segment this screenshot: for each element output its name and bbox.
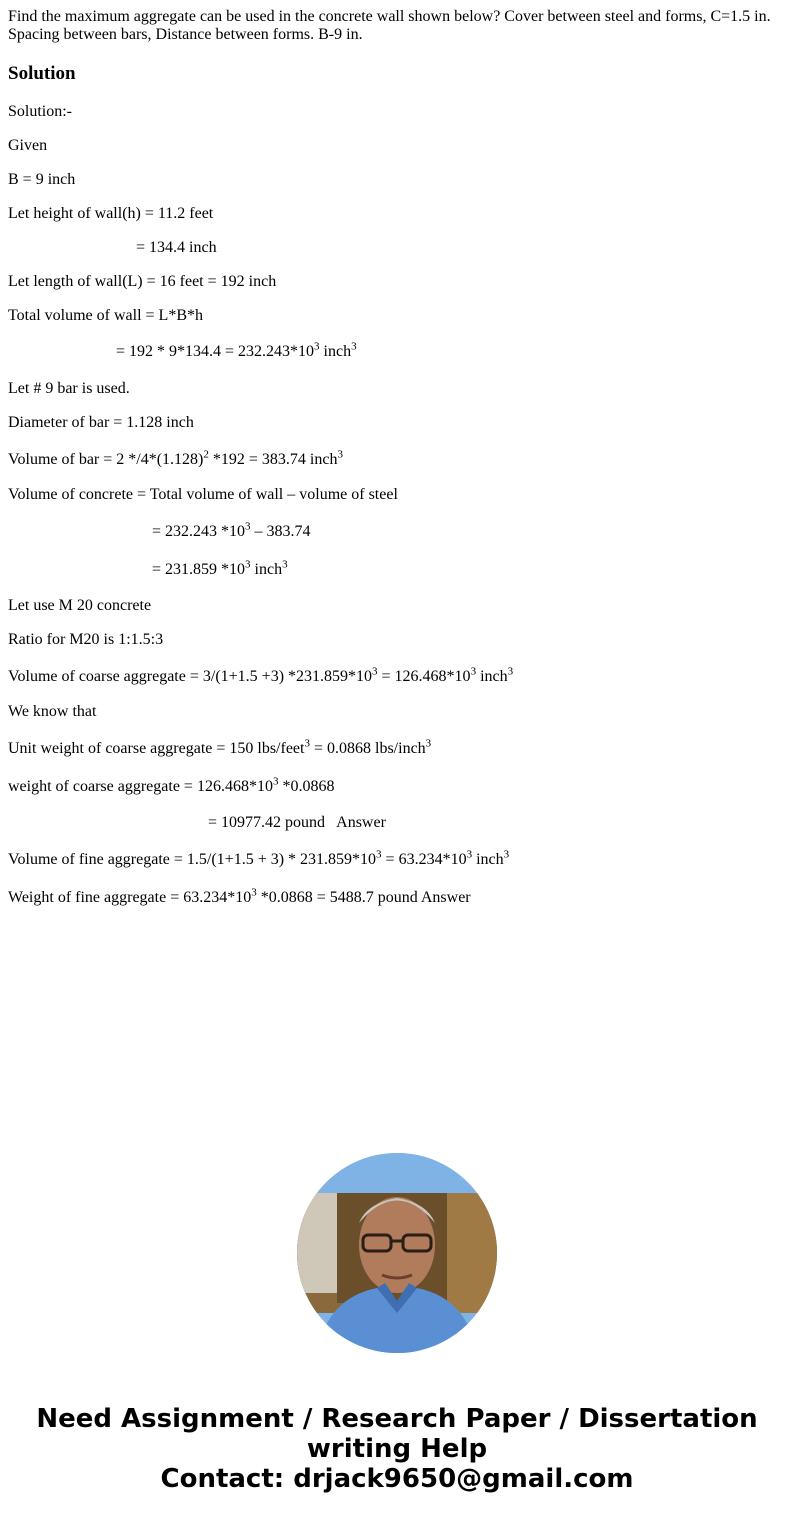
fine-volume-line: Volume of fine aggregate = $1.5/(1+1.5 + 3) * 231.859*10^3 = 63.234*10^3$ inch$^3$ [8, 848, 510, 868]
author-portrait [297, 1153, 497, 1353]
total-volume-formula: Total volume of wall = L*B*h [8, 307, 203, 324]
footer-line-2: writing Help [306, 1434, 488, 1464]
given-width: B = 9 inch [8, 171, 76, 188]
coarse-weight-answer: = 10977.42 pound Answer [208, 814, 386, 831]
mix-ratio-line: Ratio for M20 is 1:1.5:3 [8, 631, 164, 648]
footer-line-1: Need Assignment / Research Paper / Dissertation [36, 1404, 758, 1434]
author-avatar [297, 1153, 497, 1353]
bar-size-line: Let # 9 bar is used. [8, 380, 130, 397]
height-feet: Let height of wall(h) = 11.2 feet [8, 205, 214, 222]
coarse-weight-formula: weight of coarse aggregate = $126.468*10^3$ *0.0868 [8, 775, 335, 795]
concrete-volume-result: = 231.859 $*10^3$ inch$^3$ [152, 558, 288, 578]
concrete-volume-step: = 232.243 $*10^3 - 383.74$ [152, 520, 311, 540]
fine-weight-answer: Weight of fine aggregate = $63.234*10^3$ *0.0868 = 5488.7 pound Answer [8, 886, 471, 906]
solution-label: Solution:- [8, 103, 73, 120]
question-text: Find the maximum aggregate can be used in the concrete wall shown below? Cover between steel and forms, C=1.5 in. Spacing between bars, Distance between forms. B-9 in. [8, 8, 771, 43]
unit-weight-line: Unit weight of coarse aggregate = 150 lbs/feet$^3$ = 0.0868 lbs/inch$^3$ [8, 737, 432, 757]
height-inch: = 134.4 inch [136, 239, 217, 256]
bar-diameter-line: Diameter of bar = 1.128 inch [8, 414, 194, 431]
concrete-volume-formula: Volume of concrete = Total volume of wall – volume of steel [8, 486, 398, 503]
we-know-line: We know that [8, 703, 97, 720]
footer-contact: Contact: drjack9650@gmail.com [160, 1464, 634, 1494]
given-label: Given [8, 137, 48, 154]
coarse-volume-line: Volume of coarse aggregate = 3/(1+1.5 +3) $*231.859*10^3 = 126.468*10^3$ inch$^3$ [8, 665, 514, 685]
length-line: Let length of wall(L) = 16 feet = 192 inch [8, 273, 277, 290]
concrete-grade-line: Let use M 20 concrete [8, 597, 152, 614]
bar-volume-line: Volume of bar = 2 $*/4*(1.128)^2$ *192 = 383.74 inch$^3$ [8, 448, 343, 468]
total-volume-value: = $192 * 9*134.4 = 232.243*10^3$ inch$^3$ [116, 340, 357, 360]
question-block [8, 8, 786, 44]
solution-heading: Solution [8, 63, 76, 84]
